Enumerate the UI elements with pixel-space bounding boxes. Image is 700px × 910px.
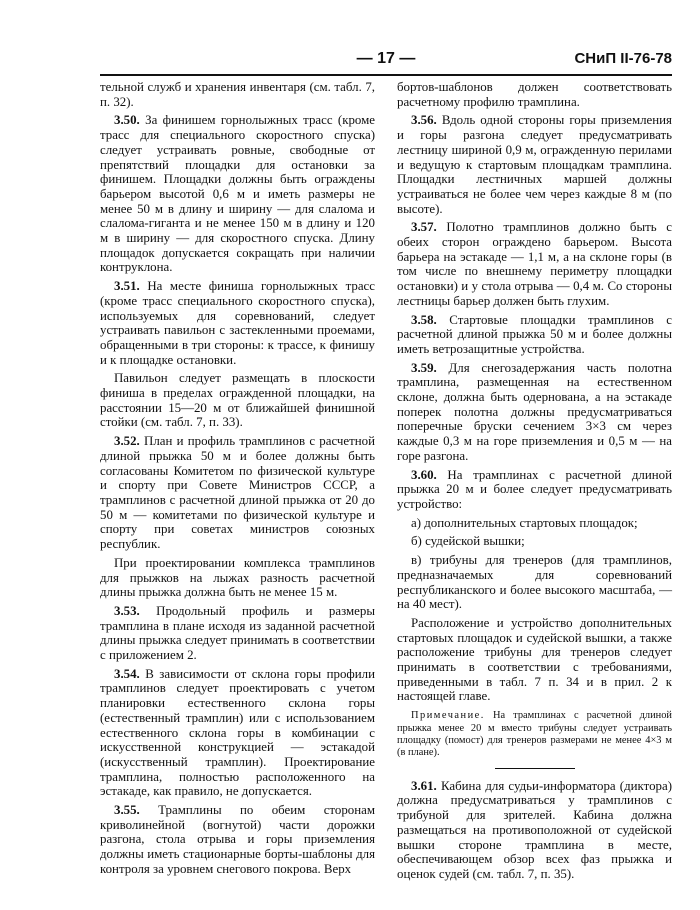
paragraph-text: Вдоль одной стороны горы приземления и горы разгона следует предусматривать лестницу шириной 0,9 м, огражденную перилами и ведущую к стартовым площадкам трамплина. Площадки лестничных маршей должны устраиваться не более чем через каждые 8 м (по высоте). bbox=[397, 113, 672, 216]
paragraph-text: За финишем горнолыжных трасс (кроме трасс для специального скоростного спуска) следует устраивать ровные, свободные от препятствий площадки для остановки за финишем. Площадки должны быть ограждены барьером высотой 0,6 м и иметь размеры не менее 50 м в длину и ширину — для слалома и слалома-гиганта и не менее 150 м в длину и 120 м в ширину — для скоростного спуска. Длину площадок допускается сокращать при наличии контруклона. bbox=[100, 113, 375, 275]
paragraph bbox=[100, 113, 375, 275]
paragraph bbox=[100, 667, 375, 799]
clause-number: 3.56. bbox=[411, 113, 437, 128]
paragraph-text: Для снегозадержания часть полотна трамплина, размещенная на естественном склоне, должна быть одернована, а на эстакаде поперек полотна должны предусматриваться поперечные бруски сечением 3×3 см через каждые 0,3 м на горе приземления и 0,5 м — на горе разгона. bbox=[397, 360, 672, 463]
paragraph-text: При проектировании комплекса трамплинов для прыжков на лыжах разность расчетной длины прыжка должна быть не менее 15 м. bbox=[100, 555, 375, 600]
paragraph-text: тельной служб и хранения инвентаря (см. табл. 7, п. 32). bbox=[100, 80, 375, 109]
paragraph-text: в) трибуны для тренеров (для трамплинов, предназначаемых для соревнований республиканского и более высокого масштаба, — на 40 мест). bbox=[397, 553, 672, 612]
paragraph-3-61 bbox=[397, 779, 672, 882]
clause-number: 3.53. bbox=[114, 603, 140, 618]
paragraph bbox=[397, 113, 672, 216]
clause-number: 3.52. bbox=[114, 434, 140, 449]
paragraph bbox=[397, 313, 672, 357]
right-column bbox=[397, 80, 672, 886]
clause-number: 3.51. bbox=[114, 279, 140, 294]
paragraph-text: В зависимости от склона горы профили трамплинов следует проектировать с учетом планировки естественного склона горы (естественный трамплин) или с использованием естественного склона горы в комбинации с искусственной конструкцией — эстакадой (искусственный трамплин). Проектирование трамплина, полностью расположенного на эстакаде, как правило, не допускается. bbox=[100, 666, 375, 799]
clause-number: 3.55. bbox=[114, 803, 140, 818]
paragraph-text: б) судейской вышки; bbox=[411, 534, 525, 549]
paragraph-text: Трамплины по обеим сторонам криволинейной (вогнутой) части дорожки разгона, стола отрыва и горы приземления должны иметь стационарные борты-шаблоны для контроля за уровнем снегового покрова. Верх bbox=[100, 803, 375, 876]
paragraph bbox=[397, 516, 672, 531]
note-label: Примечание. bbox=[411, 710, 485, 722]
paragraph-text: На месте финиша горнолыжных трасс (кроме трасс специального скоростного спуска), используемых для соревнований, следует устраивать павильон с застекленными проемами, обращенными в три стороны: к трассе, к финишу и к площадке остановки. bbox=[100, 279, 375, 367]
clause-number: 3.60. bbox=[411, 467, 437, 482]
paragraph bbox=[100, 80, 375, 109]
paragraph bbox=[397, 468, 672, 512]
note-text: На трамплинах с расчетной длиной прыжка менее 20 м вместо трибуны следует устраивать площадку (помост) для тренеров размерами не менее 4×3 м (в плане). bbox=[397, 710, 672, 759]
paragraph bbox=[397, 534, 672, 549]
paragraph-text: План и профиль трамплинов с расчетной длиной прыжка 50 м и более должны быть согласованы Комитетом по физической культуре и спорту при Совете Министров СССР, а трамплинов с расчетной длиной прыжка от 20 до 50 м — комитетами по физической культуре и спорту при советах министров союзных республик. bbox=[100, 434, 375, 552]
clause-text: Кабина для судьи-информатора (диктора) должна предусматриваться у трамплинов с трибуной для зрителей. Кабина должна размещаться на противоположной от судейской вышки стороне трамплина в месте, обеспечивающем обзор всех фаз прыжка и оценок судей (см. табл. 7, п. 35). bbox=[397, 778, 672, 881]
paragraph bbox=[397, 80, 672, 109]
paragraph bbox=[100, 604, 375, 663]
paragraph bbox=[397, 361, 672, 464]
paragraph bbox=[397, 220, 672, 308]
paragraph-text: бортов-шаблонов должен соответствовать расчетному профилю трамплина. bbox=[397, 80, 672, 109]
paragraph bbox=[397, 616, 672, 704]
paragraph-text: Расположение и устройство дополнительных стартовых площадок и судейской вышки, а также расположение трибуны для тренеров следует принимать в соответствии с требованиями, приведенными в табл. 7 п. 34 и в прил. 2 к настоящей главе. bbox=[397, 615, 672, 704]
clause-number: 3.59. bbox=[411, 360, 437, 375]
paragraph bbox=[100, 556, 375, 600]
paragraph-text: а) дополнительных стартовых площадок; bbox=[411, 515, 638, 530]
header-rule bbox=[100, 74, 672, 76]
paragraph bbox=[100, 803, 375, 877]
paragraph-text: Павильон следует размещать в плоскости финиша в пределах огражденной площадки, на расстоянии 15—20 м от ближайшей финишной стойки (см. табл. 7, п. 33). bbox=[100, 371, 375, 430]
page-number: — 17 — bbox=[356, 50, 416, 67]
left-column bbox=[100, 80, 375, 881]
right-column-paragraphs bbox=[397, 80, 672, 704]
paragraph-text: Продольный профиль и размеры трамплина в плане исходя из заданной расчетной длины прыжка следует принимать в соответствии с приложением 2. bbox=[100, 603, 375, 663]
paragraph bbox=[100, 434, 375, 552]
note bbox=[397, 710, 672, 760]
paragraph bbox=[100, 371, 375, 430]
paragraph-text: На трамплинах с расчетной длиной прыжка 20 м и более следует предусматривать устройство: bbox=[397, 467, 672, 511]
document-code: СНиП II-76-78 bbox=[574, 50, 672, 67]
section-divider bbox=[495, 768, 575, 769]
clause-number: 3.57. bbox=[411, 220, 437, 235]
paragraph-text: Полотно трамплинов должно быть с обеих сторон ограждено барьером. Высота барьера на эстакаде — 1,1 м, а на склоне горы (в том числе по внешнему периметру площадки остановки) и у стола отрыва — 0,4 м. Со стороны лестницы барьер должен быть глухим. bbox=[397, 220, 672, 308]
paragraph bbox=[100, 279, 375, 367]
paragraph bbox=[397, 553, 672, 612]
clause-number: 3.54. bbox=[114, 666, 140, 681]
clause-number: 3.50. bbox=[114, 113, 140, 128]
page-header bbox=[100, 50, 672, 72]
paragraph-text: Стартовые площадки трамплинов с расчетной длиной прыжка 50 м и более должны иметь ветрозащитные устройства. bbox=[397, 312, 672, 356]
clause-number: 3.61. bbox=[411, 778, 437, 793]
clause-number: 3.58. bbox=[411, 312, 437, 327]
